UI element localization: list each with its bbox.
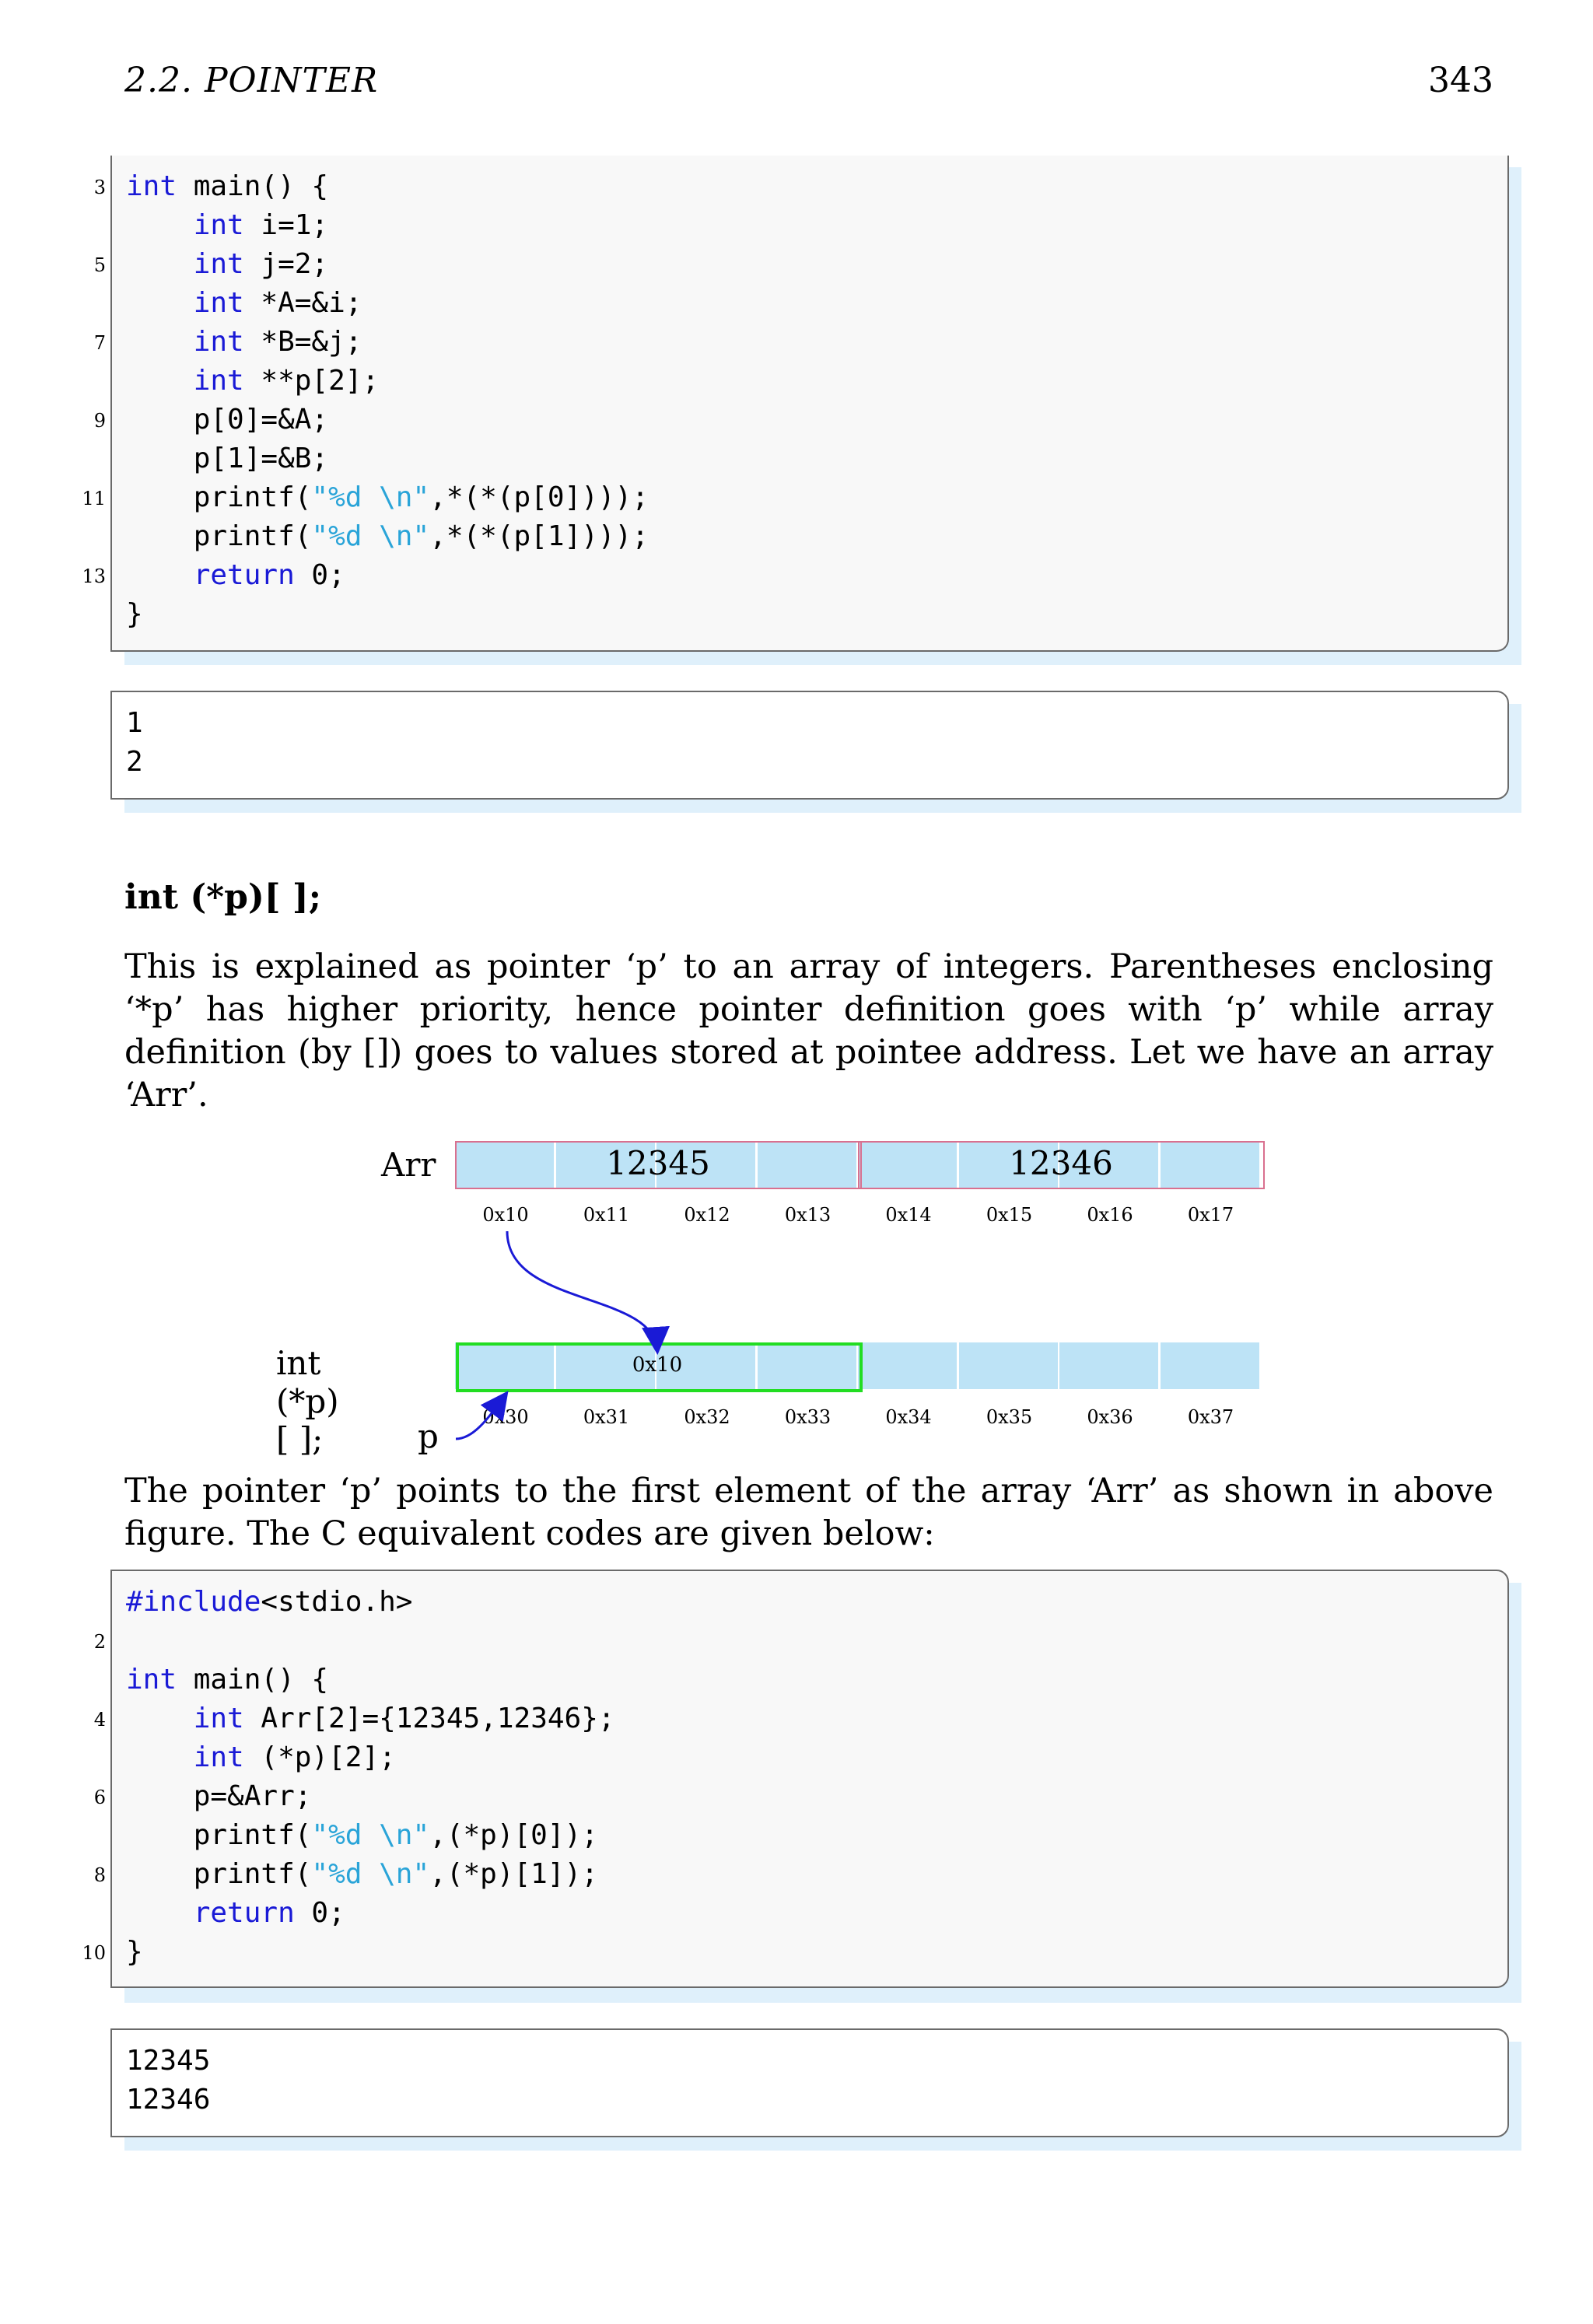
memory-address: 0x16 bbox=[1087, 1204, 1133, 1226]
p-declaration-label: int (*p)[ ]; bbox=[276, 1344, 339, 1458]
code-string: "%d \n" bbox=[311, 481, 430, 513]
code-line bbox=[126, 1894, 345, 1933]
code-text bbox=[126, 365, 194, 397]
line-number: 10 bbox=[82, 1942, 106, 1964]
code-text bbox=[126, 1897, 194, 1929]
code-text: main() { bbox=[177, 170, 329, 202]
code-text: **p[2]; bbox=[243, 365, 380, 397]
code-keyword: int bbox=[193, 365, 244, 397]
code-text: j=2; bbox=[243, 248, 329, 280]
section-title: 2.2. POINTER bbox=[124, 61, 379, 100]
memory-address: 0x11 bbox=[583, 1204, 630, 1226]
running-header bbox=[124, 61, 1493, 107]
code-string: "%d \n" bbox=[311, 1858, 430, 1890]
code-text: Arr[2]={12345,12346}; bbox=[243, 1703, 615, 1734]
code-keyword: return bbox=[193, 559, 295, 591]
code-text bbox=[126, 559, 194, 591]
code-line bbox=[126, 401, 328, 439]
memory-address: 0x15 bbox=[986, 1204, 1033, 1226]
output-line: 12346 bbox=[126, 2084, 211, 2116]
line-number: 2 bbox=[93, 1631, 106, 1653]
code-line bbox=[126, 1699, 615, 1738]
memory-address: 0x31 bbox=[583, 1406, 630, 1428]
code-text: ,*(*(p[1]))); bbox=[429, 520, 649, 552]
code-text: i=1; bbox=[243, 209, 329, 241]
code-keyword: int bbox=[193, 209, 244, 241]
line-number: 6 bbox=[93, 1787, 106, 1808]
line-number: 3 bbox=[93, 177, 106, 198]
output-box-2 bbox=[110, 2028, 1509, 2137]
code-text: } bbox=[126, 598, 143, 630]
code-line bbox=[126, 284, 362, 323]
code-line bbox=[126, 1816, 598, 1855]
code-text: ,(*p)[1]); bbox=[429, 1858, 598, 1890]
code-text: p=&Arr; bbox=[126, 1780, 312, 1812]
memory-address: 0x30 bbox=[482, 1406, 529, 1428]
code-line bbox=[126, 362, 379, 401]
code-line bbox=[126, 206, 328, 245]
code-text: *B=&j; bbox=[243, 326, 362, 358]
code-keyword: int bbox=[193, 1741, 244, 1773]
line-number: 9 bbox=[93, 410, 106, 432]
code-text: ,*(*(p[0]))); bbox=[429, 481, 649, 513]
code-keyword: int bbox=[193, 1703, 244, 1734]
arr-label: Arr bbox=[381, 1146, 436, 1184]
memory-address: 0x17 bbox=[1187, 1204, 1234, 1226]
memory-address: 0x34 bbox=[885, 1406, 932, 1428]
code-text: } bbox=[126, 1936, 143, 1968]
code-line bbox=[126, 556, 345, 595]
arr-value-0: 12345 bbox=[606, 1144, 710, 1182]
memory-address: 0x32 bbox=[684, 1406, 730, 1428]
line-number: 13 bbox=[82, 565, 106, 587]
p-cell bbox=[858, 1342, 959, 1389]
memory-address: 0x10 bbox=[482, 1204, 529, 1226]
code-line bbox=[126, 595, 143, 634]
code-text: main() { bbox=[177, 1664, 329, 1696]
code-keyword: int bbox=[193, 326, 244, 358]
memory-address: 0x14 bbox=[885, 1204, 932, 1226]
page-number: 343 bbox=[1428, 61, 1493, 100]
code-text: (*p)[2]; bbox=[243, 1741, 396, 1773]
code-text: printf( bbox=[126, 520, 312, 552]
code-keyword: int bbox=[126, 1664, 177, 1696]
code-text: p[1]=&B; bbox=[126, 443, 329, 474]
memory-address: 0x33 bbox=[784, 1406, 832, 1428]
arrow-arr-to-p bbox=[507, 1231, 657, 1350]
code-keyword: return bbox=[193, 1897, 295, 1929]
line-number: 7 bbox=[93, 332, 106, 354]
code-keyword: #include bbox=[126, 1586, 261, 1618]
code-line bbox=[126, 1933, 143, 1972]
code-line bbox=[126, 1661, 328, 1699]
output-line: 12345 bbox=[126, 2045, 211, 2077]
p-stored-value: 0x10 bbox=[632, 1353, 683, 1377]
code-line bbox=[126, 439, 328, 478]
code-line bbox=[126, 245, 328, 284]
code-line bbox=[126, 478, 649, 517]
line-number: 8 bbox=[93, 1864, 106, 1886]
p-cell bbox=[959, 1342, 1060, 1389]
code-text bbox=[126, 326, 194, 358]
memory-address: 0x35 bbox=[986, 1406, 1033, 1428]
code-text bbox=[126, 1703, 194, 1734]
line-number: 11 bbox=[82, 488, 106, 509]
p-cell bbox=[1161, 1342, 1262, 1389]
code-line bbox=[126, 1777, 311, 1816]
arr-value-1: 12346 bbox=[1009, 1144, 1113, 1182]
code-text: printf( bbox=[126, 481, 312, 513]
code-line bbox=[126, 517, 649, 556]
line-number: 5 bbox=[93, 254, 106, 276]
output-box-1 bbox=[110, 691, 1509, 800]
code-line bbox=[126, 1583, 412, 1622]
code-text: printf( bbox=[126, 1858, 312, 1890]
code-line bbox=[126, 167, 328, 206]
code-text: 0; bbox=[294, 559, 345, 591]
code-text bbox=[126, 248, 194, 280]
p-name-label: p bbox=[418, 1417, 439, 1455]
output-line: 2 bbox=[126, 746, 143, 778]
code-keyword: int bbox=[193, 287, 244, 319]
line-number: 4 bbox=[93, 1709, 106, 1731]
code-line bbox=[126, 1855, 598, 1894]
code-line bbox=[126, 1738, 396, 1777]
paragraph-explanation: The pointer ‘p’ points to the first element of the array ‘Arr’ as shown in above figure. The C equivalent codes are given below: bbox=[124, 1472, 1493, 1553]
code-text bbox=[126, 1741, 194, 1773]
memory-address: 0x13 bbox=[784, 1204, 832, 1226]
memory-address: 0x37 bbox=[1187, 1406, 1234, 1428]
code-text bbox=[126, 287, 194, 319]
code-keyword: int bbox=[193, 248, 244, 280]
code-text: *A=&i; bbox=[243, 287, 362, 319]
code-string: "%d \n" bbox=[311, 1819, 430, 1851]
subsection-heading: int (*p)[ ]; bbox=[124, 877, 321, 917]
code-text: 0; bbox=[294, 1897, 345, 1929]
paragraph-intro: This is explained as pointer ‘p’ to an array of integers. Parentheses enclosing ‘*p’ has higher priority, hence pointer definition goes with ‘p’ while array definition (by []) goes to values stored at pointee address. Let we have an array ‘Arr’. bbox=[124, 947, 1493, 1115]
code-text: p[0]=&A; bbox=[126, 404, 329, 436]
p-cell bbox=[1059, 1342, 1161, 1389]
memory-address: 0x36 bbox=[1087, 1406, 1133, 1428]
code-line bbox=[126, 323, 362, 362]
code-keyword: int bbox=[126, 170, 177, 202]
memory-address: 0x12 bbox=[684, 1204, 730, 1226]
output-line: 1 bbox=[126, 707, 143, 739]
code-text: printf( bbox=[126, 1819, 312, 1851]
code-string: "%d \n" bbox=[311, 520, 430, 552]
code-text bbox=[126, 209, 194, 241]
code-text: <stdio.h> bbox=[261, 1586, 413, 1618]
code-text: ,(*p)[0]); bbox=[429, 1819, 598, 1851]
